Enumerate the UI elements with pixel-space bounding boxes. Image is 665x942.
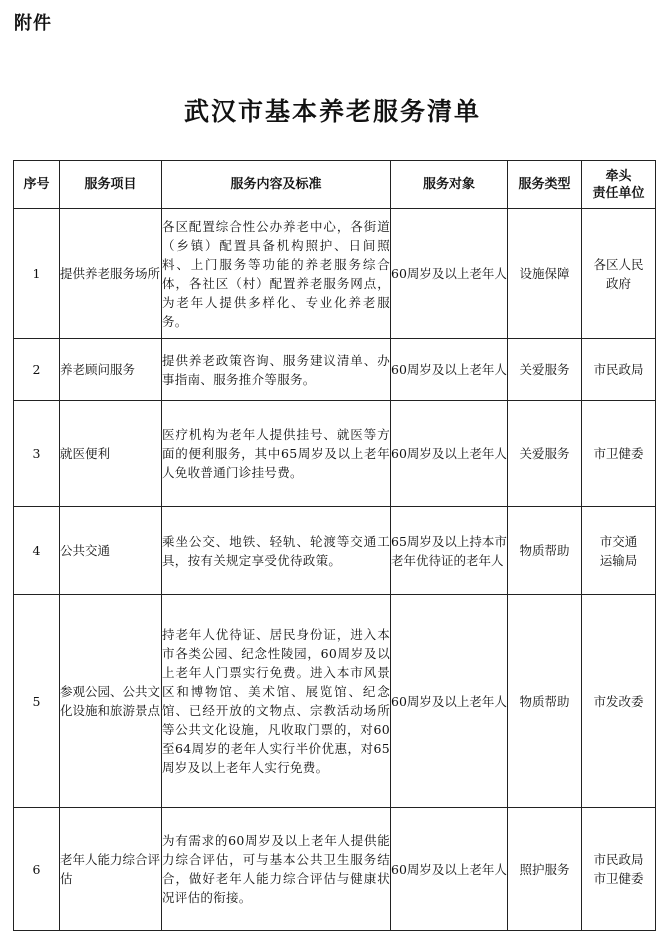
attachment-label: 附件 xyxy=(14,13,52,34)
cell-seq: 4 xyxy=(14,507,60,595)
column-header-content: 服务内容及标准 xyxy=(162,161,391,209)
table-header-row xyxy=(14,161,656,209)
cell-seq: 1 xyxy=(14,209,60,339)
cell-unit: 市卫健委 xyxy=(582,401,656,507)
cell-type: 设施保障 xyxy=(508,209,582,339)
table-row xyxy=(14,507,656,595)
cell-item: 提供养老服务场所 xyxy=(60,209,162,339)
cell-target: 60周岁及以上老年人 xyxy=(391,401,508,507)
cell-type: 物质帮助 xyxy=(508,595,582,808)
cell-seq: 2 xyxy=(14,339,60,401)
cell-type: 物质帮助 xyxy=(508,507,582,595)
cell-unit: 各区人民 政府 xyxy=(582,209,656,339)
cell-unit: 市民政局 市卫健委 xyxy=(582,808,656,931)
column-header-unit: 牵头 责任单位 xyxy=(582,161,656,209)
cell-item: 参观公园、公共文化设施和旅游景点 xyxy=(60,595,162,808)
cell-content: 各区配置综合性公办养老中心，各街道（乡镇）配置具备机构照护、日间照料、上门服务等功能的养老服务综合体，各社区（村）配置养老服务网点，为老年人提供多样化、专业化养老服务。 xyxy=(162,209,391,339)
table-row xyxy=(14,808,656,931)
cell-item: 老年人能力综合评估 xyxy=(60,808,162,931)
cell-unit: 市发改委 xyxy=(582,595,656,808)
cell-type: 关爱服务 xyxy=(508,339,582,401)
service-list-table xyxy=(13,160,656,931)
cell-content: 乘坐公交、地铁、轻轨、轮渡等交通工具，按有关规定享受优待政策。 xyxy=(162,507,391,595)
cell-content: 为有需求的60周岁及以上老年人提供能力综合评估，可与基本公共卫生服务结合，做好老年人能力综合评估与健康状况评估的衔接。 xyxy=(162,808,391,931)
cell-target: 60周岁及以上老年人 xyxy=(391,808,508,931)
column-header-item: 服务项目 xyxy=(60,161,162,209)
cell-content: 持老年人优待证、居民身份证，进入本市各类公园、纪念性陵园，60周岁及以上老年人门票实行免费。进入本市风景区和博物馆、美术馆、展览馆、纪念馆、已经开放的文物点、宗教活动场所等公共文化设施，凡收取门票的，对60至64周岁的老年人实行半价优惠，对65周岁及以上老年人实行免费。 xyxy=(162,595,391,808)
table-row xyxy=(14,595,656,808)
cell-unit: 市民政局 xyxy=(582,339,656,401)
table-row xyxy=(14,401,656,507)
column-header-type: 服务类型 xyxy=(508,161,582,209)
cell-seq: 5 xyxy=(14,595,60,808)
cell-target: 60周岁及以上老年人 xyxy=(391,209,508,339)
cell-item: 公共交通 xyxy=(60,507,162,595)
table-row xyxy=(14,339,656,401)
column-header-seq: 序号 xyxy=(14,161,60,209)
cell-content: 医疗机构为老年人提供挂号、就医等方面的便利服务，其中65周岁及以上老年人免收普通门诊挂号费。 xyxy=(162,401,391,507)
cell-item: 养老顾问服务 xyxy=(60,339,162,401)
column-header-target: 服务对象 xyxy=(391,161,508,209)
cell-item: 就医便利 xyxy=(60,401,162,507)
cell-target: 60周岁及以上老年人 xyxy=(391,595,508,808)
cell-seq: 3 xyxy=(14,401,60,507)
cell-seq: 6 xyxy=(14,808,60,931)
cell-target: 65周岁及以上持本市老年优待证的老年人 xyxy=(391,507,508,595)
cell-type: 关爱服务 xyxy=(508,401,582,507)
table-row xyxy=(14,209,656,339)
page-title: 武汉市基本养老服务清单 xyxy=(183,97,481,126)
cell-target: 60周岁及以上老年人 xyxy=(391,339,508,401)
cell-content: 提供养老政策咨询、服务建议清单、办事指南、服务推介等服务。 xyxy=(162,339,391,401)
cell-type: 照护服务 xyxy=(508,808,582,931)
cell-unit: 市交通 运输局 xyxy=(582,507,656,595)
